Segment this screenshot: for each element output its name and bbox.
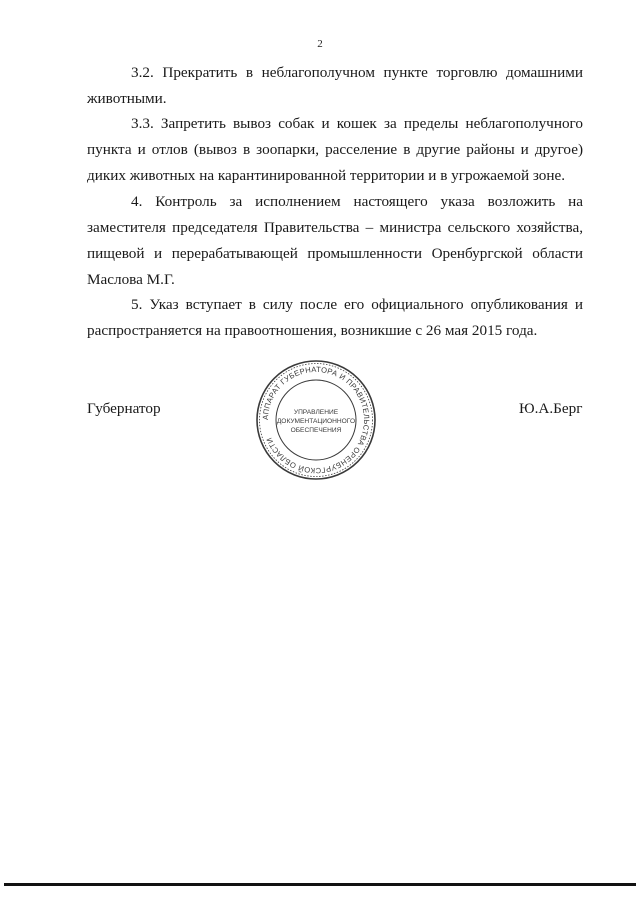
official-seal [255,359,377,481]
paragraph-5: 5. Указ вступает в силу после его официального опубликования и распространяется на правоотношения, возникшие с 26 мая 2015 года. [87,296,583,339]
seal-center-line-2: ДОКУМЕНТАЦИОННОГО [276,418,356,425]
bottom-rule [4,883,636,886]
signatory-title: Губернатор [87,400,161,417]
paragraph-3-3: 3.3. Запретить вывоз собак и кошек за пределы неблагополучного пункта и отлов (вывоз в зоопарки, расселение в другие районы и другое) диких животных на карантинированной территории и в угрожаемой зоне. [87,115,583,184]
signatory-name: Ю.А.Берг [519,400,583,417]
seal-ring-text: АППАРАТ ГУБЕРНАТОРА И ПРАВИТЕЛЬСТВА ОРЕНБУРГСКОЙ ОБЛАСТИ [260,364,372,476]
page-number: 2 [317,38,323,50]
seal-center-line-1: УПРАВЛЕНИЕ [293,409,339,416]
paragraph-4: 4. Контроль за исполнением настоящего указа возложить на заместителя председателя Правительства – министра сельского хозяйства, пищевой и перерабатывающей промышленности Оренбургской области Маслова М.Г. [87,193,583,288]
paragraph-3-2: 3.2. Прекратить в неблагополучном пункте торговлю домашними животными. [87,64,583,107]
seal-center-line-3: ОБЕСПЕЧЕНИЯ [290,427,342,434]
